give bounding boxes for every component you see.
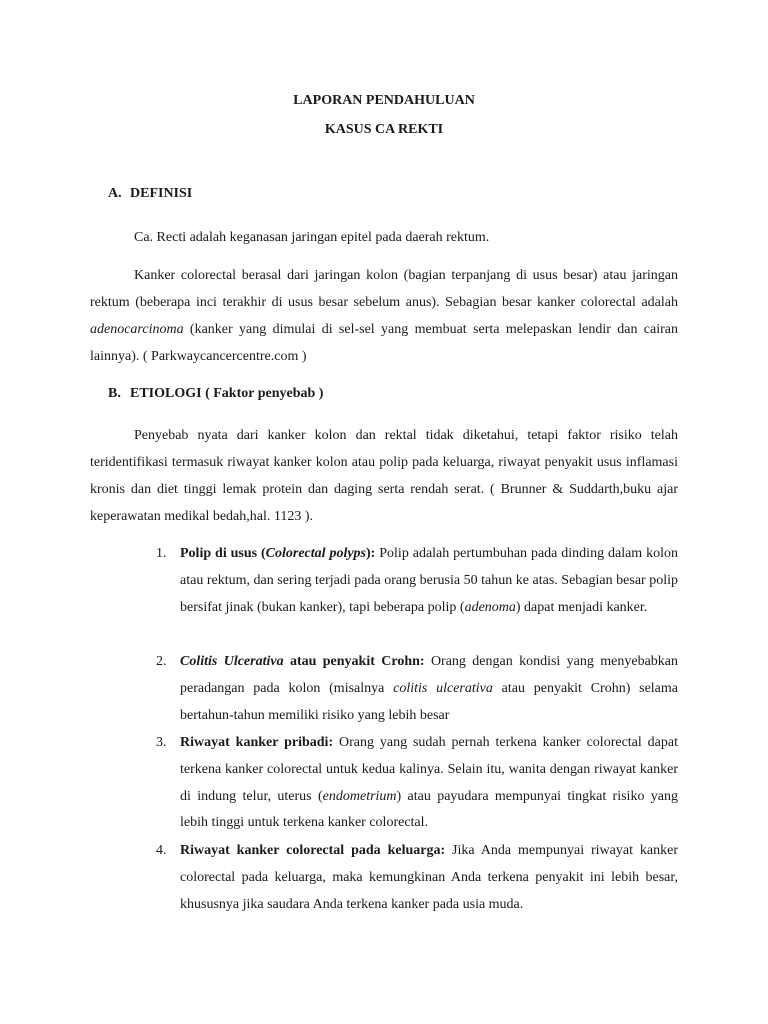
list-item [0,730,768,838]
list-item-bold: Polip di usus ( [180,546,266,561]
list-item-number: 4. [156,843,167,858]
section-b-number: B. [108,386,121,401]
definition-text-b: (kanker yang dimulai di sel-sel yang membuat serta melepaskan lendir dan cairan lainnya). ( Parkwaycancercentre.com ) [90,322,678,364]
list-item-body-a: Jika Anda mempunyai riwayat kanker colorectal pada keluarga, maka kemungkinan Anda terkena penyakit ini lebih besar, khususnya jika saudara Anda terkena kanker pada usia muda. [180,843,678,912]
list-item-number: 3. [156,735,167,750]
list-item [0,541,768,649]
list-item-text [180,730,678,837]
list-item-bold: Riwayat kanker colorectal pada keluarga: [180,843,446,858]
list-item-italic: endometrium [322,788,397,804]
list-item-bold-italic: Colitis Ulcerativa [180,654,284,669]
list-item-bold-end: atau penyakit Crohn: [283,654,425,669]
list-item-body-b: ) atau payudara mempunyai tingkat risiko yang lebih tinggi untuk terkena kanker colorectal. [180,788,679,831]
section-a-heading [108,186,192,202]
definition-paragraph-1: Ca. Recti adalah keganasan jaringan epitel pada daerah rektum. [134,230,490,245]
definition-italic-term: adenocarcinoma [90,322,184,337]
section-a-number: A. [108,186,122,201]
list-item-body-b: ) dapat menjadi kanker. [515,599,648,615]
list-item-bold-italic: Colorectal polyps [265,546,367,561]
list-item-number: 2. [156,654,167,669]
list-item-bold-end: ): [366,546,376,561]
document-title: LAPORAN PENDAHULUAN [293,93,475,108]
risk-factor-list [0,541,768,919]
list-item-body-a: Orang yang sudah pernah terkena kanker colorectal dapat terkena kanker colorectal untuk kedua kalinya. Selain itu, wanita dengan riwayat kanker di indung telur, uterus ( [180,735,678,804]
section-b-heading [108,386,323,402]
definition-paragraph-2 [90,262,678,370]
list-item-text [180,838,678,918]
section-a-title: DEFINISI [130,186,193,201]
etiology-paragraph: Penyebab nyata dari kanker kolon dan rektal tidak diketahui, tetapi faktor risiko telah teridentifikasi termasuk riwayat kanker kolon atau polip pada keluarga, riwayat penyakit usus inflamasi kronis dan diet tinggi lemak protein dan daging serta rendah serat. ( Brunner & Suddarth,buku ajar keperawatan medikal bedah,hal. 1123 ). [90,428,678,524]
list-item-italic: adenoma [464,599,516,615]
list-item-bold: Riwayat kanker pribadi: [180,735,334,750]
list-item-text [180,541,678,621]
list-item-body-a: Orang dengan kondisi yang menyebabkan peradangan pada kolon (misalnya [180,654,679,696]
list-item-italic: colitis ulcerativa [393,680,493,696]
list-item-body-b: atau penyakit Crohn) selama bertahun-tahun memiliki risiko yang lebih besar [180,680,679,723]
list-item [0,838,768,919]
list-item [0,649,768,730]
section-b-title: ETIOLOGI ( Faktor penyebab ) [130,386,324,401]
document-subtitle: KASUS CA REKTI [324,122,444,137]
list-item-number: 1. [156,546,167,561]
definition-text-a: Kanker colorectal berasal dari jaringan kolon (bagian terpanjang di usus besar) atau jaringan rektum (beberapa inci terakhir di usus besar sebelum anus). Sebagian besar kanker colorectal adalah [90,268,678,310]
list-item-text [180,649,678,729]
list-item-body-a: Polip adalah pertumbuhan pada dinding dalam kolon atau rektum, dan sering terjadi pada orang berusia 50 tahun ke atas. Sebagian besar polip bersifat jinak (bukan kanker), tapi beberapa polip ( [180,546,678,615]
